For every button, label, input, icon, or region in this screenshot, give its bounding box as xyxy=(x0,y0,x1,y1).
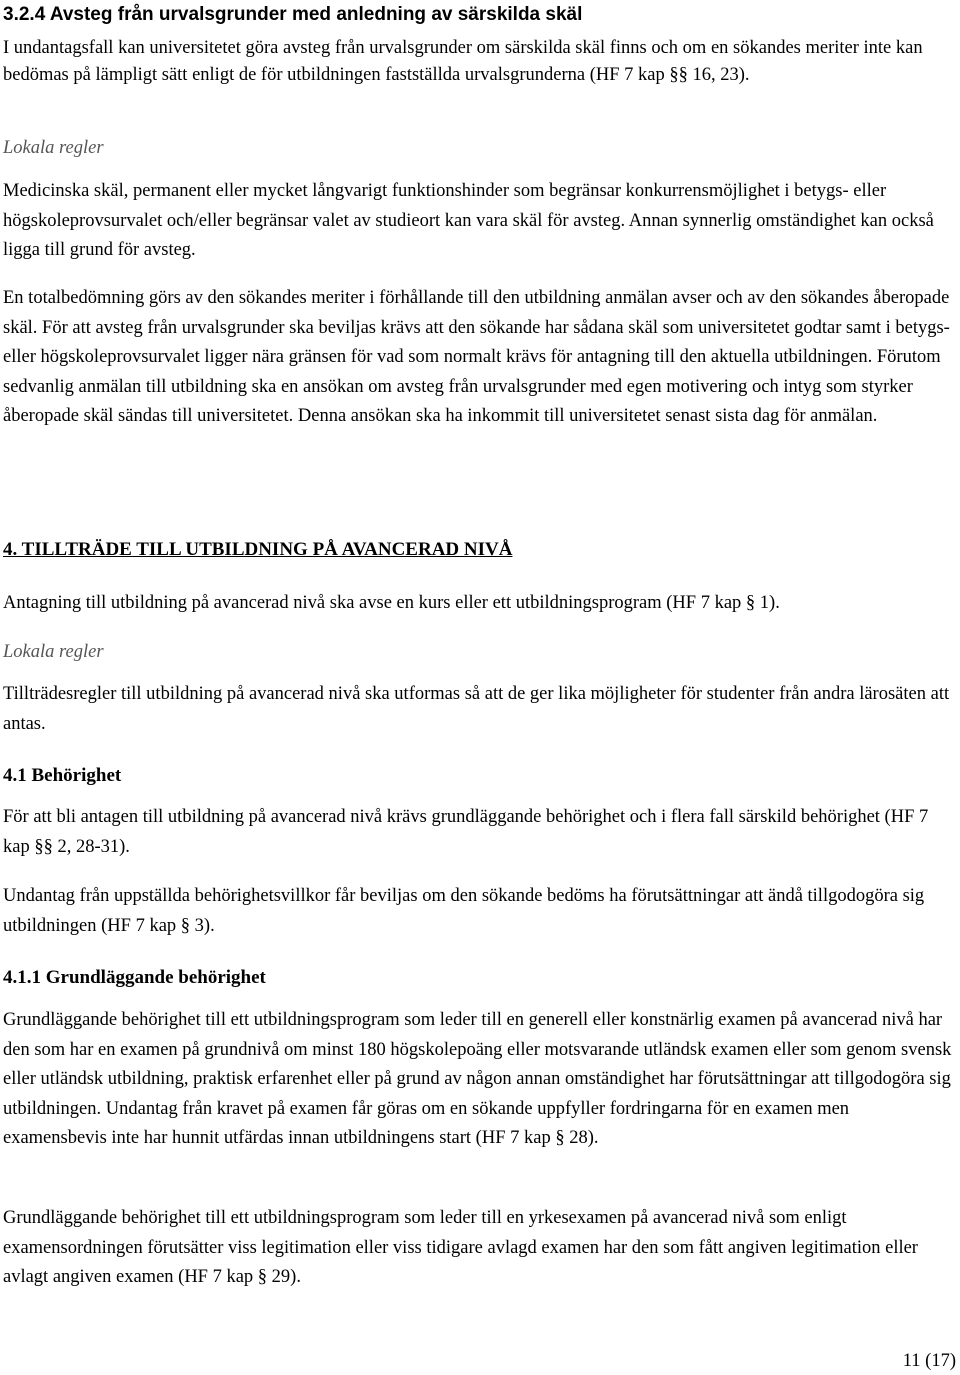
paragraph-324-intro: I undantagsfall kan universitetet göra avsteg från urvalsgrunder om särskilda skäl finns och om en sökandes meriter inte kan bedömas på lämpligt sätt enligt de för utbildningen fastställda urvalsgrunderna (HF 7 kap §§ 16, 23). xyxy=(3,38,923,85)
heading-3-2-4: 3.2.4 Avsteg från urvalsgrunder med anledning av särskilda skäl xyxy=(3,4,583,25)
paragraph-41-undantag: Undantag från uppställda behörighetsvillkor får beviljas om den sökande bedöms ha förutsättningar att ändå tillgodogöra sig utbildningen (HF 7 kap § 3). xyxy=(3,886,925,936)
paragraph-324-medicinska: Medicinska skäl, permanent eller mycket långvarigt funktionshinder som begränsar konkurrensmöjlighet i betygs- eller högskoleprovsurvalet och/eller begränsar valet av studieort kan vara skäl för avsteg. Annan synnerlig omständighet kan också ligga till grund för avsteg. xyxy=(3,181,934,260)
heading-4-1-1: 4.1.1 Grundläggande behörighet xyxy=(3,967,266,988)
paragraph-4-tilltradesregler: Tillträdesregler till utbildning på avancerad nivå ska utformas så att de ger lika möjligheter för studenter från andra lärosäten att antas. xyxy=(3,684,950,734)
label-lokala-regler-324: Lokala regler xyxy=(3,138,104,158)
label-lokala-regler-4: Lokala regler xyxy=(3,642,104,662)
heading-4: 4. TILLTRÄDE TILL UTBILDNING PÅ AVANCERAD NIVÅ xyxy=(3,539,513,560)
page-number: 11 (17) xyxy=(902,1351,956,1371)
paragraph-411-yrkesexamen: Grundläggande behörighet till ett utbildningsprogram som leder till en yrkesexamen på avancerad nivå som enligt examensordningen förutsätter viss legitimation eller viss tidigare avlagd examen har den som fått angiven legitimation eller avlagt angiven examen (HF 7 kap § 29). xyxy=(3,1208,918,1287)
paragraph-4-intro: Antagning till utbildning på avancerad nivå ska avse en kurs eller ett utbildningsprogram (HF 7 kap § 1). xyxy=(3,593,780,613)
paragraph-41-behorighet: För att bli antagen till utbildning på avancerad nivå krävs grundläggande behörighet och i flera fall särskild behörighet (HF 7 kap §§ 2, 28-31). xyxy=(3,807,929,857)
heading-4-1: 4.1 Behörighet xyxy=(3,765,122,786)
paragraph-324-totalbedomning: En totalbedömning görs av den sökandes meriter i förhållande till den utbildning anmälan avser och av den sökandes åberopade skäl. För att avsteg från urvalsgrunder ska beviljas krävs att den sökande har sådana skäl som universitetet godtar samt i betygs- eller högskoleprovsurvalet ligger nära gränsen för vad som normalt krävs för antagning till den aktuella utbildningen. Förutom sedvanlig anmälan till utbildning ska en ansökan om avsteg från urvalsgrunder med egen motivering och intyg som styrker åberopade skäl sändas till universitetet. Denna ansökan ska ha inkommit till universitetet senast sista dag för anmälan. xyxy=(3,288,950,426)
paragraph-411-generell: Grundläggande behörighet till ett utbildningsprogram som leder till en generell eller konstnärlig examen på avancerad nivå har den som har en examen på grundnivå om minst 180 högskolepoäng eller motsvarande utländsk examen eller som genom svensk eller utländsk utbildning, praktisk erfarenhet eller på grund av någon annan omständighet har förutsättningar att tillgodogöra sig utbildningen. Undantag från kravet på examen får göras om en sökande uppfyller fordringarna för en examen men examensbevis inte har hunnit utfärdas innan utbildningens start (HF 7 kap § 28). xyxy=(3,1010,952,1148)
